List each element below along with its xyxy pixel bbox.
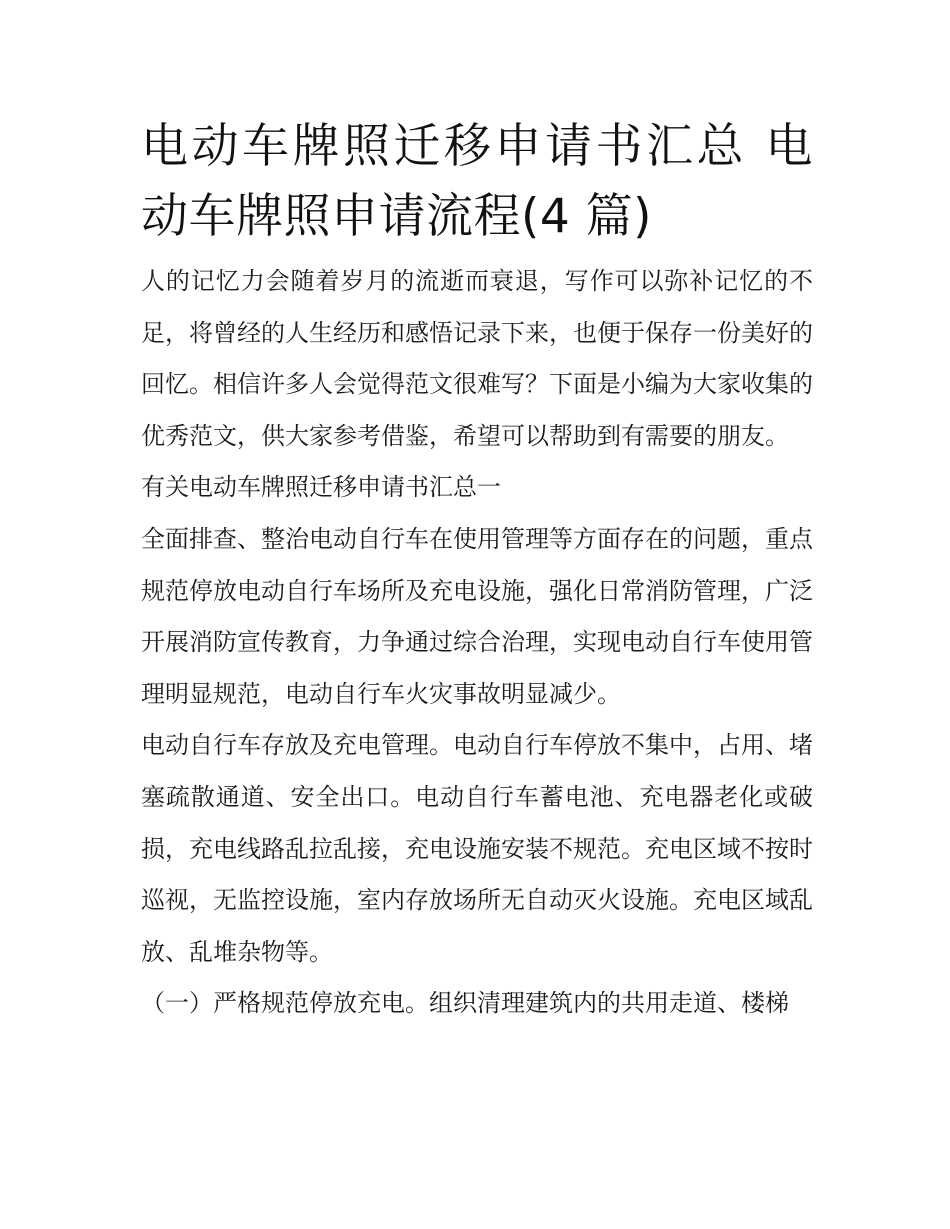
goal-paragraph: 全面排查、整治电动自行车在使用管理等方面存在的问题，重点规范停放电动自行车场所及充电设施，强化日常消防管理，广泛开展消防宣传教育，力争通过综合治理，实现电动自行车使用管理明显规范，电动自行车火灾事故明显减少。 bbox=[141, 524, 813, 708]
document-title: 电动车牌照迁移申请书汇总 电动车牌照申请流程(4 篇) bbox=[141, 119, 813, 244]
section-heading: 有关电动车牌照迁移申请书汇总一 bbox=[141, 473, 501, 502]
measure-paragraph: （一）严格规范停放充电。组织清理建筑内的共用走道、楼梯 bbox=[141, 989, 789, 1018]
intro-paragraph: 人的记忆力会随着岁月的流逝而衰退，写作可以弥补记忆的不足，将曾经的人生经历和感悟记录下来，也便于保存一份美好的回忆。相信许多人会觉得范文很难写？下面是小编为大家收集的优秀范文，供大家参考借鉴，希望可以帮助到有需要的朋友。 bbox=[141, 267, 813, 450]
document-body bbox=[141, 112, 813, 1030]
issues-paragraph: 电动自行车存放及充电管理。电动自行车停放不集中，占用、堵塞疏散通道、安全出口。电动自行车蓄电池、充电器老化或破损，充电线路乱拉乱接，充电设施安装不规范。充电区域不按时巡视，无监控设施，室内存放场所无自动灭火设施。充电区域乱放、乱堆杂物等。 bbox=[141, 731, 813, 966]
